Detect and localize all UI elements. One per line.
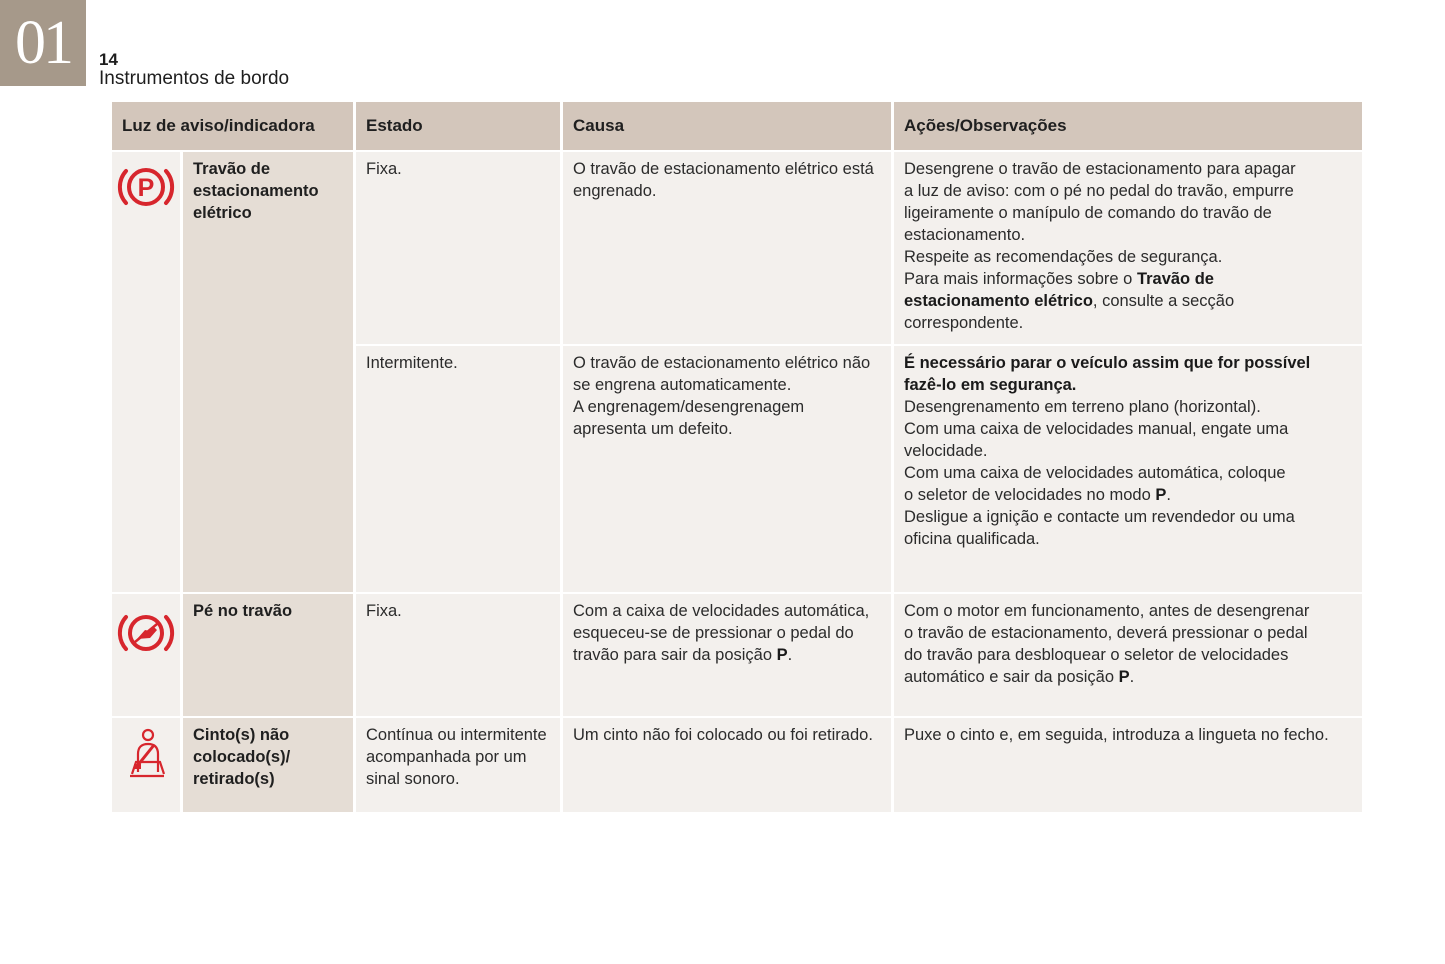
- action-line: a luz de aviso: com o pé no pedal do travão, empurre: [904, 182, 1294, 200]
- action-cell: [894, 346, 1362, 592]
- action-bold-text: estacionamento elétrico: [904, 292, 1093, 310]
- action-bold-line: É necessário parar o veículo assim que for possível: [904, 354, 1311, 372]
- warning-name-cell: [183, 152, 353, 592]
- cause-cell: [563, 346, 891, 592]
- cause-line: apresenta um defeito.: [573, 420, 733, 438]
- table-row: [112, 718, 1362, 812]
- cause-line: engrenado.: [573, 182, 657, 200]
- cause-line: esqueceu-se de pressionar o pedal do: [573, 624, 854, 642]
- action-line: Desengrenamento em terreno plano (horizontal).: [904, 398, 1261, 416]
- state-cell: Fixa.: [356, 152, 560, 344]
- action-line: do travão para desbloquear o seletor de velocidades: [904, 646, 1289, 664]
- warning-name-cell: Pé no travão: [183, 594, 353, 716]
- action-line: [904, 666, 1352, 688]
- warning-name-line: retirado(s): [193, 770, 275, 788]
- cause-text: .: [787, 646, 793, 664]
- state-cell: [356, 718, 560, 812]
- header-warning-light: Luz de aviso/indicadora: [112, 102, 353, 150]
- action-cell: [894, 152, 1362, 344]
- section-title: Instrumentos de bordo: [99, 68, 290, 89]
- foot-on-brake-icon: [117, 608, 175, 658]
- table-row: [112, 594, 1362, 716]
- action-line: velocidade.: [904, 442, 988, 460]
- icon-cell: [112, 152, 180, 592]
- header-state: Estado: [356, 102, 560, 150]
- action-line: estacionamento.: [904, 226, 1026, 244]
- action-line: [904, 290, 1352, 312]
- cause-cell: [563, 152, 891, 344]
- page-number: 14: [99, 50, 118, 69]
- warning-lights-table: [109, 100, 1365, 814]
- header-cause: Causa: [563, 102, 891, 150]
- action-bold-text: P: [1155, 486, 1167, 504]
- action-line: Com uma caixa de velocidades automática, coloque: [904, 464, 1286, 482]
- cause-line: [573, 644, 881, 666]
- action-text: o seletor de velocidades no modo: [904, 486, 1156, 504]
- cause-cell: Um cinto não foi colocado ou foi retirado.: [563, 718, 891, 812]
- action-line: Desengrene o travão de estacionamento para apagar: [904, 160, 1296, 178]
- table-header-row: [112, 102, 1362, 150]
- action-bold-text: P: [1118, 668, 1130, 686]
- cause-text: travão para sair da posição: [573, 646, 777, 664]
- action-line: o travão de estacionamento, deverá pressionar o pedal: [904, 624, 1308, 642]
- action-text: , consulte a secção: [1092, 292, 1235, 310]
- action-cell: Puxe o cinto e, em seguida, introduza a lingueta no fecho.: [894, 718, 1362, 812]
- action-cell: [894, 594, 1362, 716]
- cause-line: A engrenagem/desengrenagem: [573, 398, 805, 416]
- table-row: [112, 152, 1362, 344]
- action-text: automático e sair da posição: [904, 668, 1119, 686]
- state-line: acompanhada por um: [366, 748, 527, 766]
- state-cell: Intermitente.: [356, 346, 560, 592]
- cause-line: se engrena automaticamente.: [573, 376, 792, 394]
- cause-cell: [563, 594, 891, 716]
- icon-cell: [112, 718, 180, 812]
- cause-line: Com a caixa de velocidades automática,: [573, 602, 870, 620]
- warning-name-cell: [183, 718, 353, 812]
- state-cell: Fixa.: [356, 594, 560, 716]
- warning-name-line: estacionamento: [193, 182, 319, 200]
- warning-name-line: Cinto(s) não: [193, 726, 290, 744]
- action-line: oficina qualificada.: [904, 530, 1040, 548]
- action-text: .: [1129, 668, 1135, 686]
- icon-cell: [112, 594, 180, 716]
- action-text: Para mais informações sobre o: [904, 270, 1137, 288]
- action-line: correspondente.: [904, 314, 1024, 332]
- action-line: Desligue a ignição e contacte um revendedor ou uma: [904, 508, 1295, 526]
- action-line: Respeite as recomendações de segurança.: [904, 248, 1223, 266]
- warning-name-line: Travão de: [193, 160, 271, 178]
- warning-name-line: elétrico: [193, 204, 252, 222]
- seatbelt-icon: [124, 728, 168, 780]
- action-bold-text: Travão de: [1136, 270, 1214, 288]
- chapter-tab: 01: [0, 0, 86, 86]
- cause-line: O travão de estacionamento elétrico não: [573, 354, 871, 372]
- action-bold-line: fazê-lo em segurança.: [904, 376, 1077, 394]
- header-actions: Ações/Observações: [894, 102, 1362, 150]
- action-line: Com uma caixa de velocidades manual, engate uma: [904, 420, 1289, 438]
- action-line: [904, 484, 1352, 506]
- state-line: sinal sonoro.: [366, 770, 460, 788]
- action-line: [904, 268, 1352, 290]
- warning-name-line: colocado(s)/: [193, 748, 291, 766]
- action-line: ligeiramente o manípulo de comando do travão de: [904, 204, 1272, 222]
- action-line: Com o motor em funcionamento, antes de desengrenar: [904, 602, 1310, 620]
- cause-line: O travão de estacionamento elétrico está: [573, 160, 874, 178]
- svg-text:P: P: [137, 174, 155, 202]
- action-text: .: [1166, 486, 1171, 504]
- state-line: Contínua ou intermitente: [366, 726, 547, 744]
- parking-brake-icon: [117, 162, 175, 212]
- cause-bold-text: P: [776, 646, 788, 664]
